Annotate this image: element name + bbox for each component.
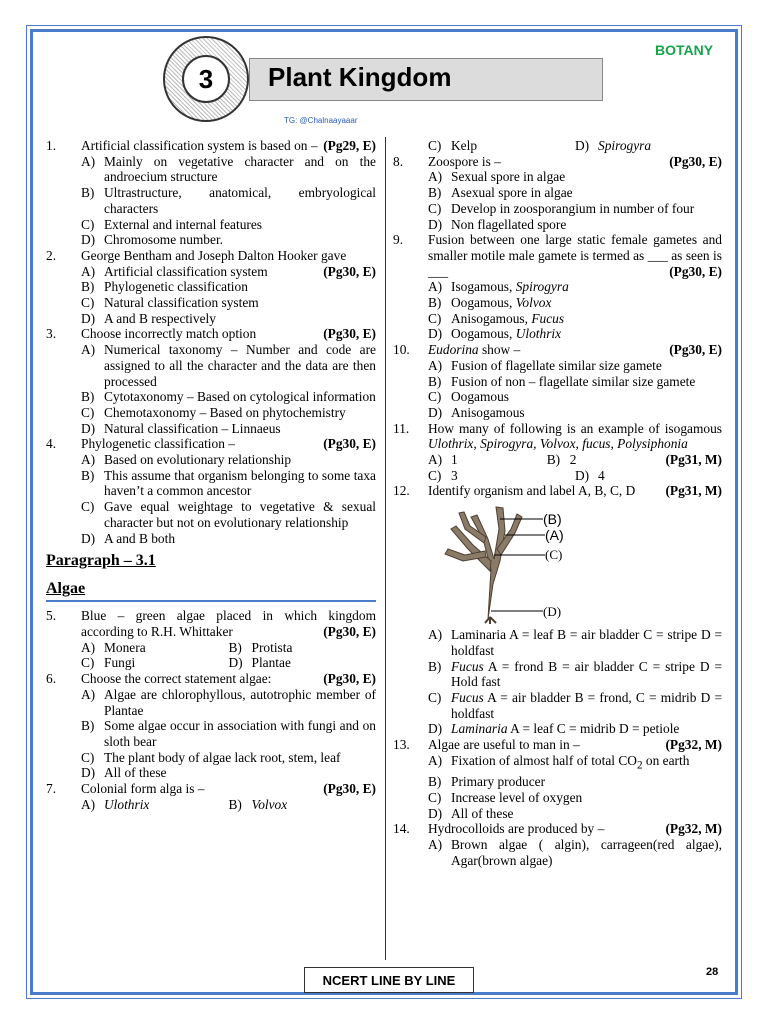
page-ref: (Pg30, E): [323, 263, 376, 279]
label-b: (B): [543, 511, 562, 528]
option: C) Develop in zoosporangium in number of four: [428, 200, 695, 216]
page-ref: (Pg30, E): [323, 781, 376, 797]
page-ref: (Pg30, E): [323, 623, 376, 639]
option: D) Non flagellated spore: [428, 216, 567, 232]
page-ref: (Pg32, M): [665, 737, 722, 753]
column-divider: [385, 137, 386, 960]
option: D) A and B both: [81, 530, 176, 546]
option: B) Fucus A = frond B = air bladder C = stripe D = Hold fast: [428, 658, 722, 690]
option: C) Anisogamous, Fucus: [428, 310, 565, 326]
option: A) Fusion of flagellate similar size gamete: [428, 357, 662, 373]
option: D) Chromosome number.: [81, 232, 224, 248]
chapter-badge: [163, 36, 249, 122]
option: B) This assume that organism belonging to some taxa haven’t a common ancestor: [81, 467, 376, 499]
option: C) Fucus A = air bladder B = frond, C = midrib D = holdfast: [428, 689, 722, 721]
option: D) Anisogamous: [428, 404, 525, 420]
option: A) Algae are chlorophyllous, autotrophic member of Plantae: [81, 686, 376, 718]
option: B) Phylogenetic classification: [81, 279, 248, 295]
option: A) Numerical taxonomy – Number and code are assigned to all the character and the data are then processed: [81, 342, 376, 389]
question-10: 10. Eudorina show – (Pg30, E): [393, 342, 722, 358]
option-pair: C) Kelp D) Spirogyra: [428, 138, 652, 153]
option: C) Chemotaxonomy – Based on phytochemistry: [81, 404, 346, 420]
chapter-title-box: [249, 58, 603, 101]
option-pair: C) 3 D) 4: [428, 467, 605, 483]
page-ref: (Pg30, E): [323, 326, 376, 342]
question-6: 6. Choose the correct statement algae: (Pg30, E): [46, 671, 376, 687]
paragraph-heading: Paragraph – 3.1: [46, 552, 156, 570]
label-a: (A): [545, 527, 564, 544]
page-ref: (Pg32, M): [665, 821, 722, 837]
question-4: 4. Phylogenetic classification – (Pg30, E): [46, 436, 376, 452]
option: D) Natural classification – Linnaeus: [81, 420, 281, 436]
option: A) Artificial classification system: [81, 263, 268, 279]
page-ref: (Pg30, E): [323, 436, 376, 452]
chapter-number: 3: [182, 55, 230, 103]
option: A) Based on evolutionary relationship: [81, 452, 292, 468]
option: A) Isogamous, Spirogyra: [428, 279, 569, 295]
question-1: 1. Artificial classification system is based on – (Pg29, E): [46, 138, 376, 153]
footer-label: NCERT LINE BY LINE: [304, 967, 474, 993]
option: C) The plant body of algae lack root, stem, leaf: [81, 749, 341, 765]
page-number: 28: [706, 966, 719, 978]
option: B) Primary producer: [428, 774, 546, 790]
option: D) Oogamous, Ulothrix: [428, 326, 562, 342]
section-heading: Algae: [46, 580, 86, 598]
option: A) Mainly on vegetative character and on the androecium structure: [81, 153, 376, 185]
question-3: 3. Choose incorrectly match option (Pg30, E): [46, 326, 376, 342]
section-rule: [46, 600, 376, 602]
right-column: [393, 138, 722, 868]
option: C) Increase level of oxygen: [428, 789, 583, 805]
option: B) Oogamous, Volvox: [428, 295, 552, 311]
option: A) Laminaria A = leaf B = air bladder C = stripe D = holdfast: [428, 627, 722, 658]
option: A) Brown algae ( algin), carrageen(red algae), Agar(brown algae): [428, 836, 722, 868]
question-9: 9. Fusion between one large static female gametes and smaller motile male gamete is termed as ___ as seen is ___ (Pg30, E): [393, 232, 722, 279]
label-d: (D): [543, 604, 562, 620]
option: C) Oogamous: [428, 389, 510, 405]
question-8: 8. Zoospore is – (Pg30, E): [393, 153, 722, 169]
question-11: 11. How many of following is an example of isogamous Ulothrix, Spirogyra, Volvox, fucus, Polysiphonia (Pg31, M): [393, 420, 722, 468]
algae-illustration: [393, 499, 723, 627]
question-13: 13. Algae are useful to man in – (Pg32, M): [393, 737, 722, 753]
option: C) External and internal features: [81, 216, 263, 232]
page-ref: (Pg30, E): [669, 263, 722, 279]
page-ref: (Pg30, E): [669, 342, 722, 358]
telegram-handle: TG: @Chalnaayaaar: [284, 116, 358, 125]
page-ref: (Pg30, E): [323, 671, 376, 687]
option: C) Natural classification system: [81, 295, 259, 311]
option: B) Cytotaxonomy – Based on cytological information: [81, 389, 376, 405]
page-ref: (Pg29, E): [323, 138, 376, 153]
option: B) Asexual spore in algae: [428, 185, 573, 201]
option: D) All of these: [81, 765, 167, 781]
option: D) Laminaria A = leaf C = midrib D = petiole: [428, 721, 680, 737]
option-pair: A) Ulothrix B) Volvox: [81, 796, 288, 812]
option: A) Fixation of almost half of total $CO_2$ on earth: [428, 752, 690, 772]
option: C) Gave equal weightage to vegetative & sexual character but not on evolutionary relationship: [81, 499, 376, 530]
label-c: (C): [545, 547, 563, 563]
algae-figure: [393, 499, 722, 627]
question-12: 12. Identify organism and label A, B, C, D (Pg31, M): [393, 483, 722, 499]
option: B) Fusion of non – flagellate similar size gamete: [428, 373, 696, 389]
option-pair: C) Fungi D) Plantae: [81, 655, 291, 671]
question-7: 7. Colonial form alga is – (Pg30, E): [46, 781, 376, 797]
question-2: 2. George Bentham and Joseph Dalton Hooker gave (Pg30, E): [46, 247, 376, 279]
subject-label: BOTANY: [655, 42, 714, 58]
question-5: 5. Blue – green algae placed in which kingdom according to R.H. Whittaker (Pg30, E): [46, 608, 376, 639]
option: D) All of these: [428, 805, 514, 821]
option-pair: A) 1 B) 2: [428, 452, 577, 468]
option: A) Sexual spore in algae: [428, 169, 566, 185]
page-ref: (Pg31, M): [665, 452, 722, 468]
option: B) Some algae occur in association with fungi and on sloth bear: [81, 718, 376, 749]
left-column: [46, 138, 376, 812]
question-14: 14. Hydrocolloids are produced by – (Pg32, M): [393, 821, 722, 837]
option: D) A and B respectively: [81, 310, 216, 326]
page-ref: (Pg30, E): [669, 153, 722, 169]
page-ref: (Pg31, M): [665, 483, 722, 499]
option: B) Ultrastructure, anatomical, embryological characters: [81, 185, 376, 216]
chapter-title: Plant Kingdom: [268, 62, 452, 92]
option-pair: A) Monera B) Protista: [81, 639, 293, 655]
